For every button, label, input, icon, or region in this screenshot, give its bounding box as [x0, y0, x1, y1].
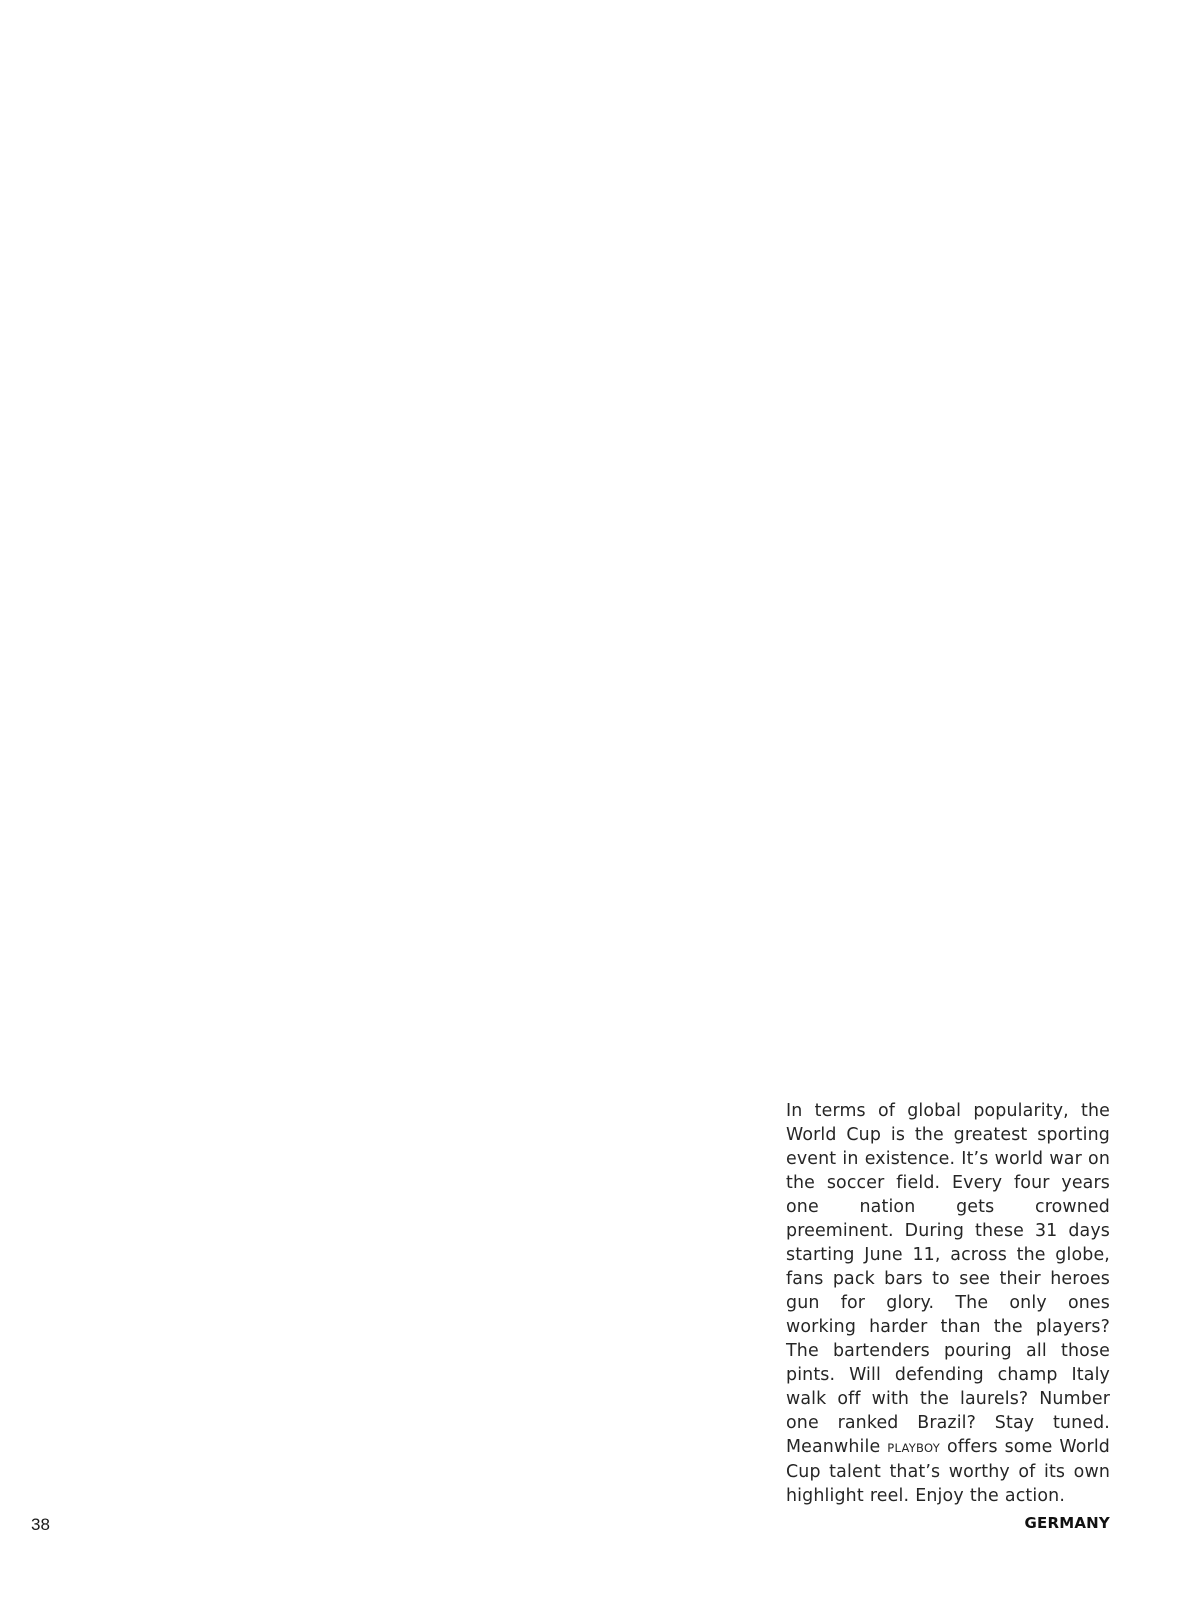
section-label: GERMANY — [1024, 1514, 1110, 1532]
page-number: 38 — [31, 1515, 50, 1534]
brand-name: PLAYBOY — [887, 1441, 941, 1455]
intro-text-part-2: offers some World Cup talent that’s worthy of its own highlight reel. Enjoy the action. — [786, 1437, 1110, 1506]
intro-text-part-1: In terms of global popularity, the World Cup is the greatest sporting event in existence. It’s world war on the soccer field. Every four years one nation gets crowned preeminent. During these 31 days starting June 11, across the globe, fans pack bars to see their heroes gun for glory. The only ones working harder than the players? The bartenders pouring all those pints. Will defending champ Italy walk off with the laurels? Number one ranked Brazil? Stay tuned. Meanwhile — [786, 1101, 1110, 1457]
intro-paragraph — [786, 1099, 1110, 1508]
